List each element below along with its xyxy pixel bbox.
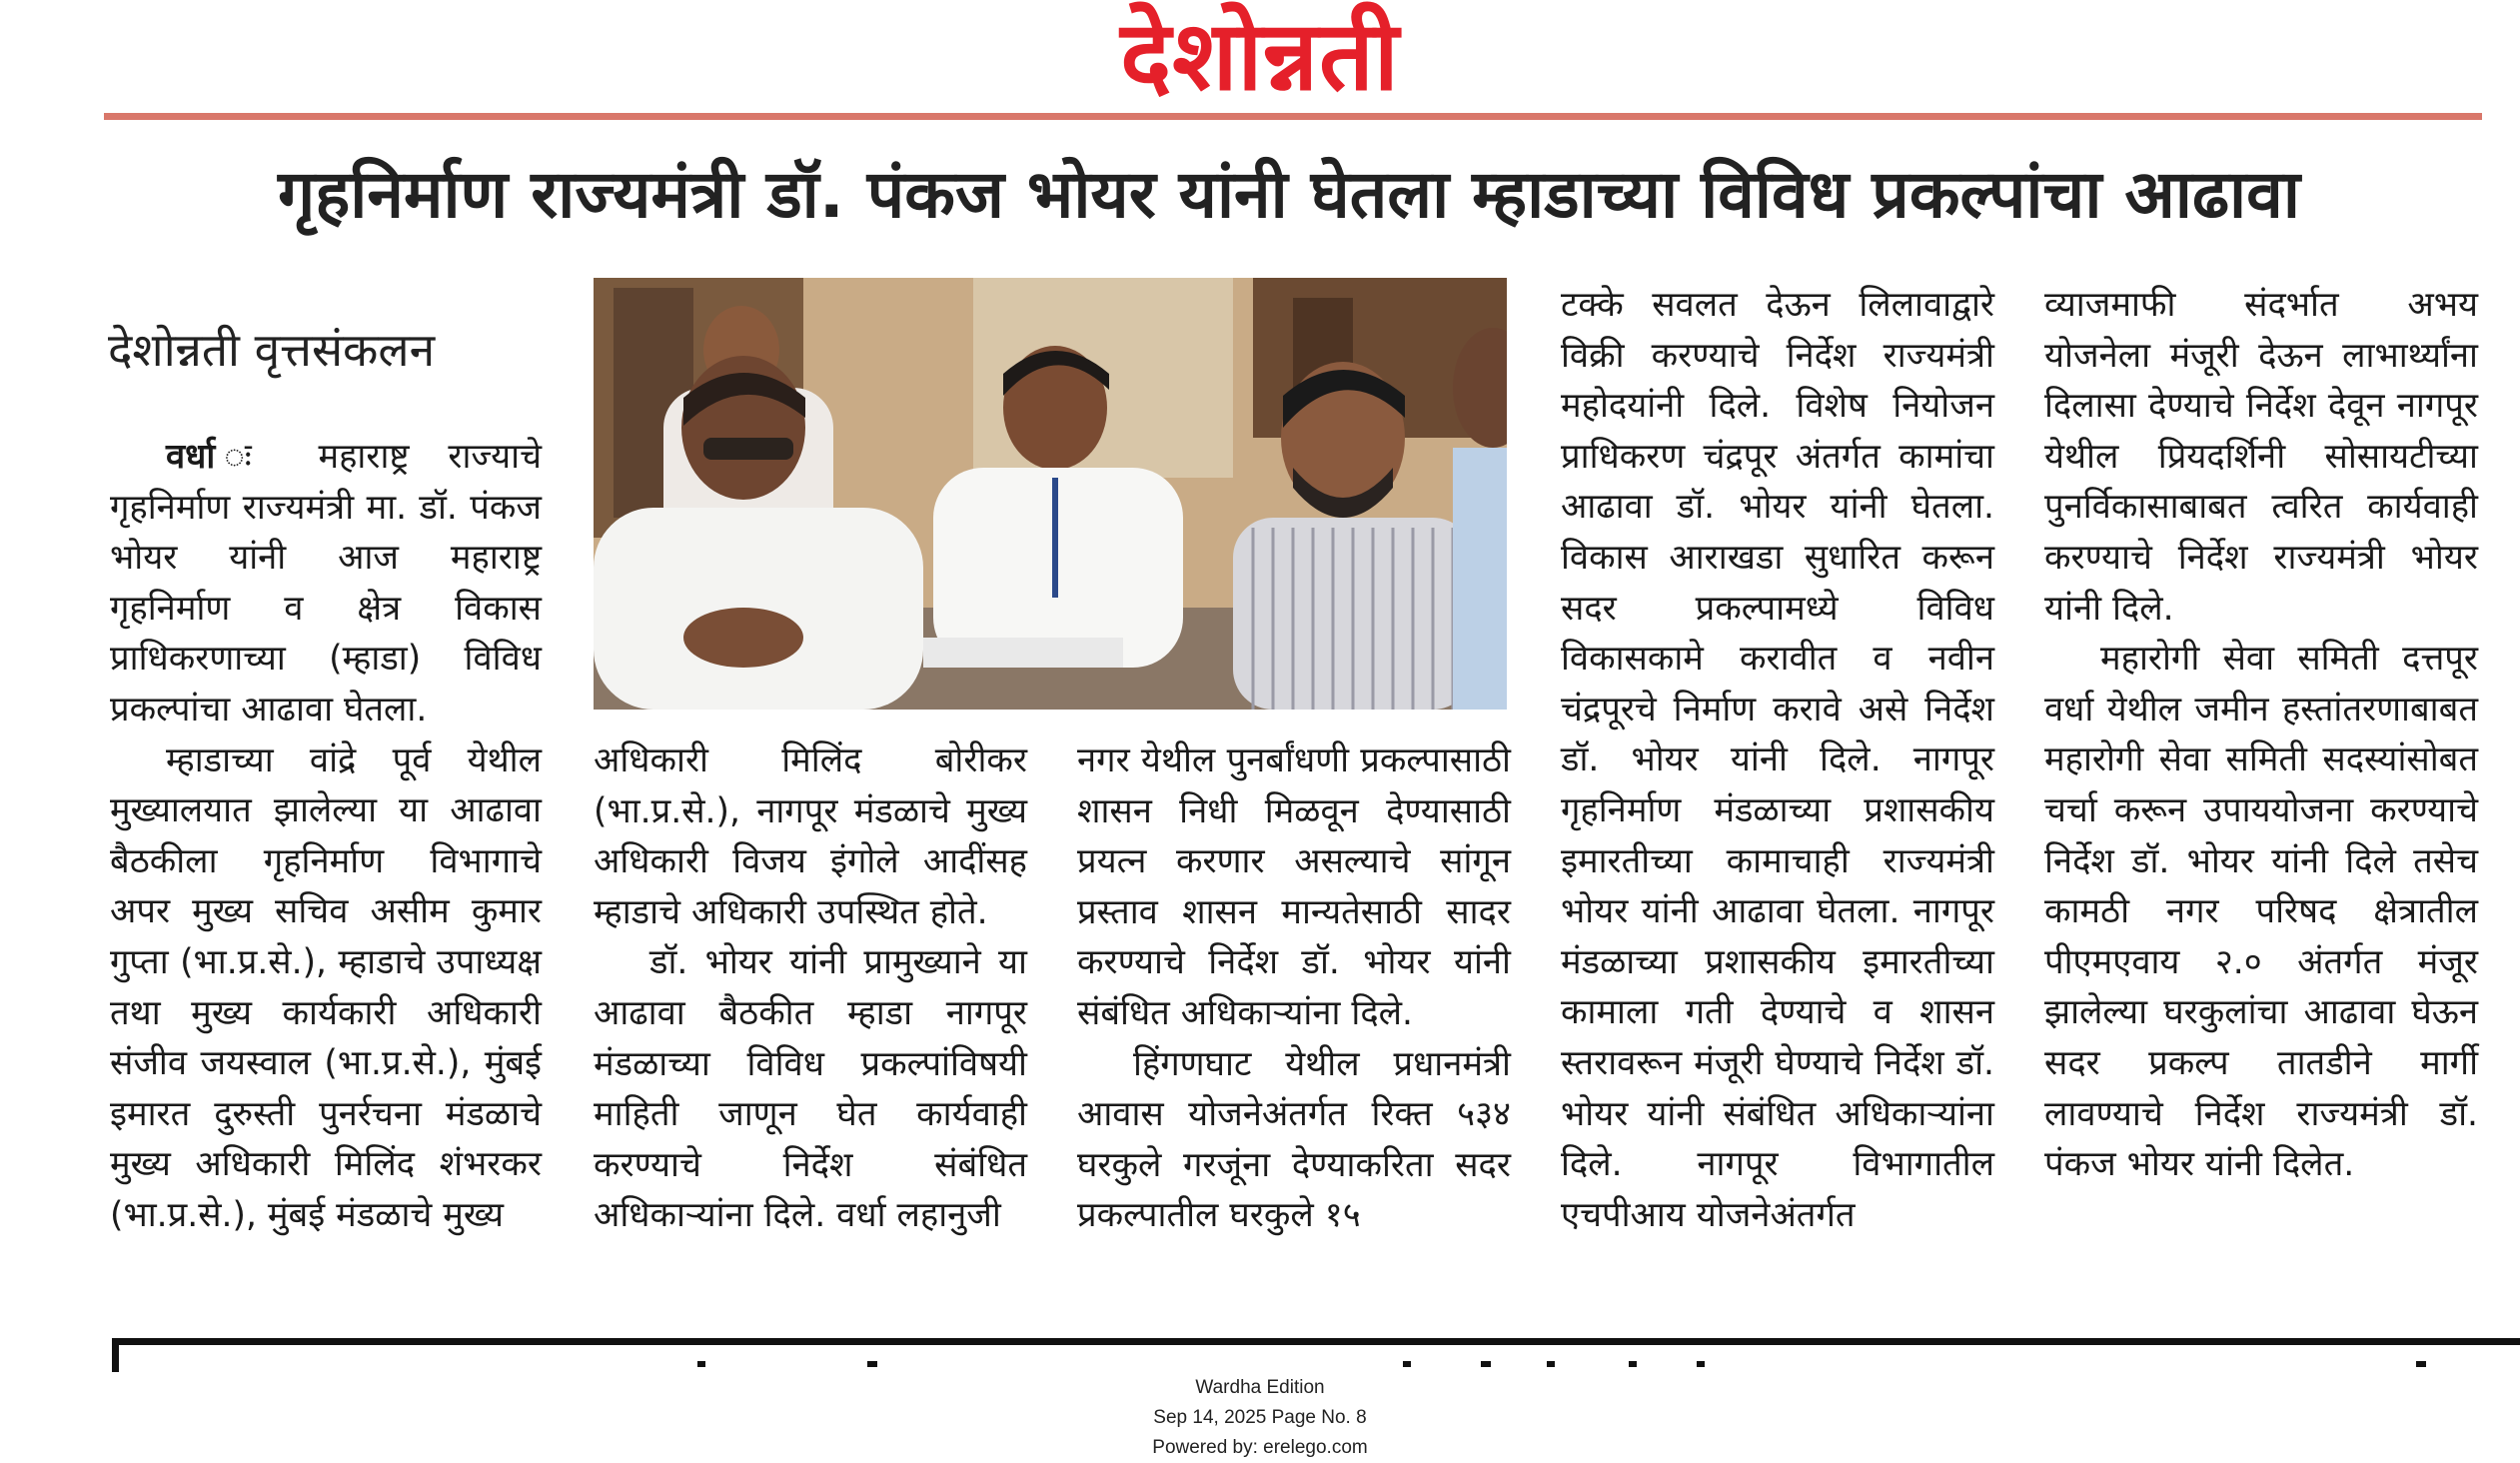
article-paragraph: अधिकारी मिलिंद बोरीकर (भा.प्र.से.), नागपूर मंडळाचे मुख्य अधिकारी विजय इंगोले आदींसह म्हाडाचे अधिकारी उपस्थित होते. [594,740,1027,932]
edition-label: Wardha Edition [1195,1377,1325,1398]
meeting-photo [594,278,1507,710]
article-headline: गृहनिर्माण राज्यमंत्री डॉ. पंकज भोयर यांनी घेतला म्हाडाच्या विविध प्रकल्पांचा आढावा [278,156,2300,233]
article-paragraph: हिंगणघाट येथील प्रधानमंत्री आवास योजनेअंतर्गत रिक्त ५३४ घरकुले गरजूंना देण्याकरिता सदर प्रकल्पातील घरकुले १५ [1077,1043,1511,1236]
page-footer [1060,1373,1460,1463]
newspaper-masthead: देशोन्नती [1120,0,1400,112]
article-paragraph: महारोगी सेवा समिती दत्तपूर वर्धा येथील जमीन हस्तांतरणाबाबत महारोगी सेवा समिती सदस्यांसोबत चर्चा करून उपाययोजना करण्याचे निर्देश डॉ. भोयर यांनी दिले तसेच कामठी नगर परिषद क्षेत्रातील पीएमएवाय २.० अंतर्गत मंजूर झालेल्या घरकुलांचा आढावा घेऊन सदर प्रकल्प तातडीने मार्गी लावण्याचे निर्देश राज्यमंत्री डॉ. पंकज भोयर यांनी दिलेत. [2044,639,2478,1185]
lead-text: ः महाराष्ट्र राज्याचे गृहनिर्माण राज्यमंत्री मा. डॉ. पंकज भोयर यांनी आज महाराष्ट्र गृहनिर्माण व क्षेत्र विकास प्राधिकरणाच्या (म्हाडा) विविध प्रकल्पांचा आढावा घेतला. [110,437,542,730]
article-paragraph: म्हाडाच्या वांद्रे पूर्व येथील मुख्यालयात झालेल्या या आढावा बैठकीला गृहनिर्माण विभागाचे अपर मुख्य सचिव असीम कुमार गुप्ता (भा.प्र.से.), म्हाडाचे उपाध्यक्ष तथा मुख्य कार्यकारी अधिकारी संजीव जयस्वाल (भा.प्र.से.), मुंबई इमारत दुरुस्ती पुनर्रचना मंडळाचे मुख्य अधिकारी मिलिंद शंभरकर (भा.प्र.से.), मुंबई मंडळाचे मुख्य [110,739,542,1235]
article-paragraph: टक्के सवलत देऊन लिलावाद्वारे विक्री करण्याचे निर्देश राज्यमंत्री महोदयांनी दिले. विशेष नियोजन प्राधिकरण चंद्रपूर अंतर्गत कामांचा आढावा डॉ. भोयर यांनी घेतला. विकास आराखडा सुधारित करून सदर प्रकल्पामध्ये विविध विकासकामे करावीत व नवीन चंद्रपूरचे निर्माण करावे असे निर्देश डॉ. भोयर यांनी दिले. नागपूर गृहनिर्माण मंडळाच्या प्रशासकीय इमारतीच्या कामाचाही राज्यमंत्री भोयर यांनी आढावा घेतला. नागपूर मंडळाच्या प्रशासकीय इमारतीच्या कामाला गती देण्याचे व शासन स्तरावरून मंजूरी घेण्याचे निर्देश डॉ. भोयर यांनी संबंधित अधिकाऱ्यांना दिले. नागपूर विभागातील एचपीआय योजनेअंतर्गत [1561,285,1994,1235]
next-article-cut-marks [112,1345,2520,1371]
article-paragraph: व्याजमाफी संदर्भात अभय योजनेला मंजूरी देऊन लाभार्थ्यांना दिलासा देण्याचे निर्देश देवून नागपूर येथील प्रियदर्शिनी सोसायटीच्या पुनर्विकासाबाबत त्वरित कार्यवाही करण्याचे निर्देश राज्यमंत्री भोयर यांनी दिले. [2044,285,2478,629]
article-paragraph: डॉ. भोयर यांनी प्रामुख्याने या आढावा बैठकीत म्हाडा नागपूर मंडळाच्या विविध प्रकल्पांविषयी माहिती जाणून घेत कार्यवाही करण्याचे निर्देश संबंधित अधिकाऱ्यांना दिले. वर्धा लहानुजी [594,942,1027,1236]
article-column-2 [594,735,1027,1241]
masthead-rule [104,113,2482,120]
date-page-label: Sep 14, 2025 Page No. 8 [1153,1407,1367,1428]
page-bottom-rule [112,1338,2520,1345]
article-paragraph [110,432,542,735]
article-column-4 [1561,280,1994,1240]
powered-by-link[interactable]: Powered by: erelego.com [1152,1437,1368,1458]
article-byline: देशोन्नती वृत्तसंकलन [108,323,436,377]
article-column-1 [110,432,542,1241]
dateline-place: वर्धा [166,437,216,477]
article-column-3 [1077,735,1511,1241]
article-column-5 [2044,280,2478,1190]
article-paragraph: नगर येथील पुनर्बांधणी प्रकल्पासाठी शासन निधी मिळवून देण्यासाठी प्रयत्न करणार असल्याचे सांगून प्रस्ताव शासन मान्यतेसाठी सादर करण्याचे निर्देश डॉ. भोयर यांनी संबंधित अधिकाऱ्यांना दिले. [1077,740,1511,1033]
